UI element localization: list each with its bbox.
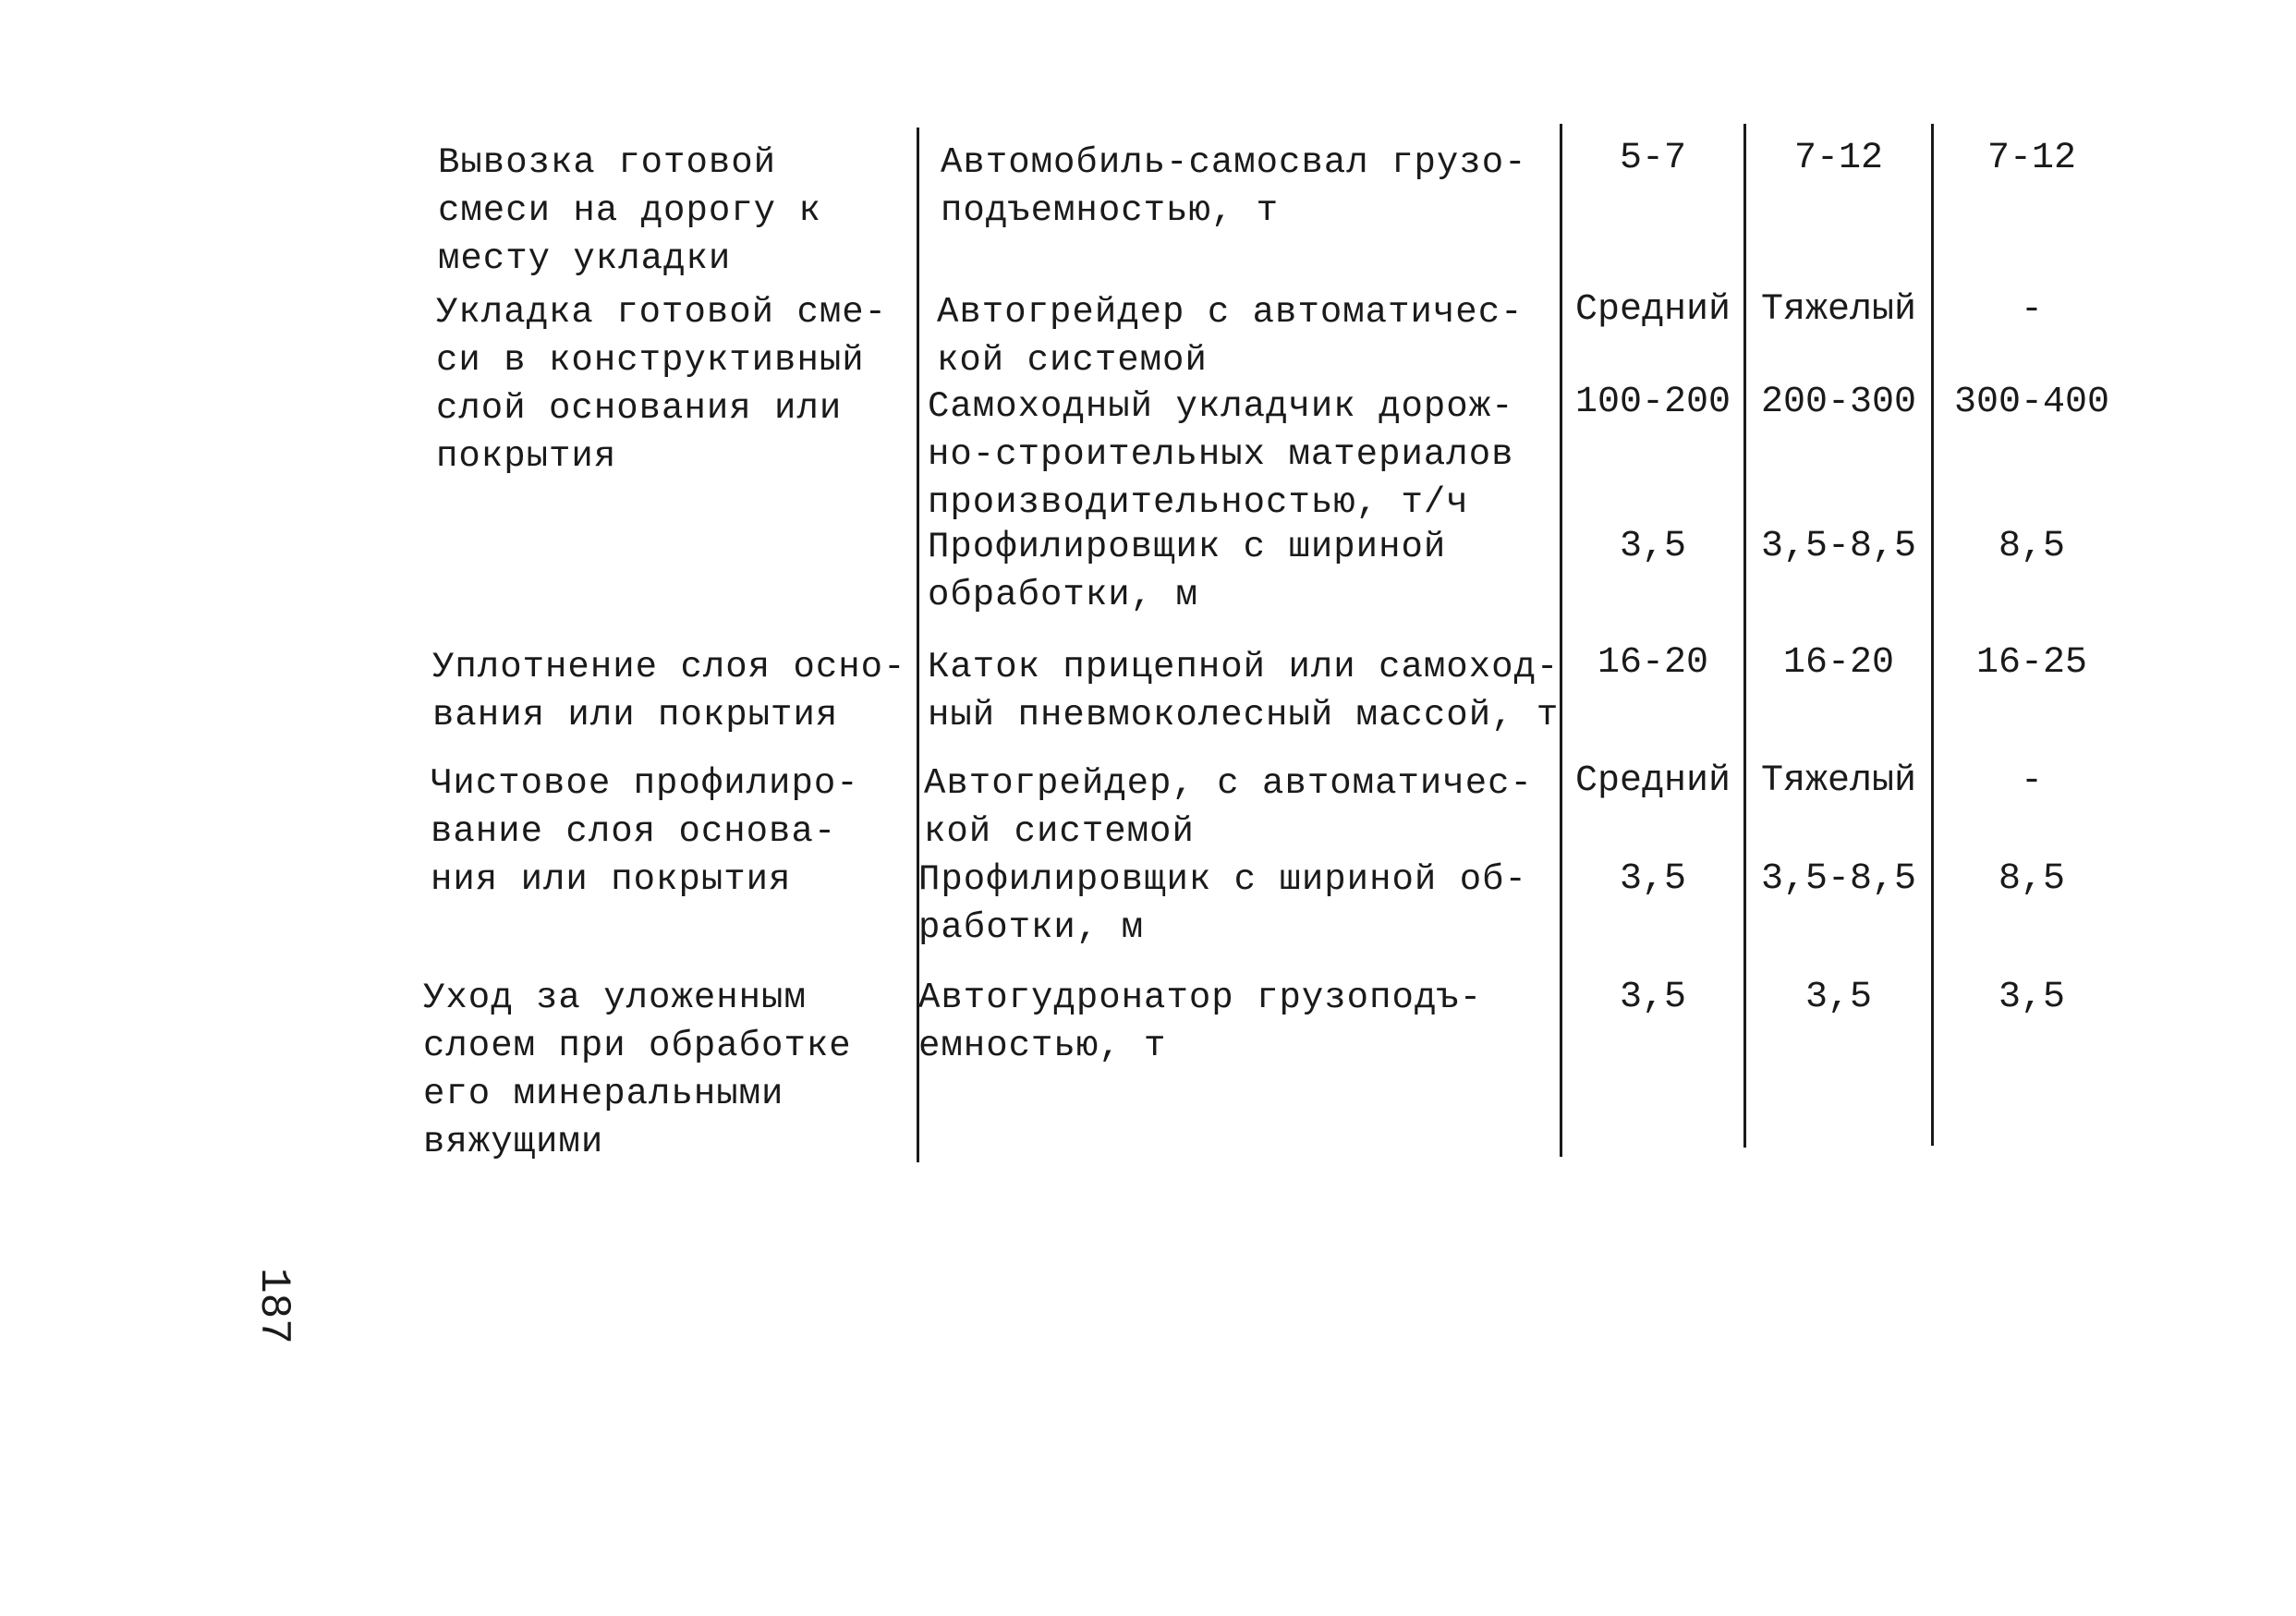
value-cell: 5-7	[1619, 138, 1686, 179]
value-cell: Средний	[1574, 760, 1731, 802]
value-cell: Тяжелый	[1760, 760, 1917, 802]
machine-cell: Автогудронатор грузоподъ- емностью, т	[918, 978, 1483, 1066]
value-cell: 8,5	[1998, 858, 2065, 900]
value-cell: 3,5-8,5	[1760, 858, 1917, 900]
operation-cell: Укладка готовой сме- си в конструктивный слой основания или покрытия	[436, 292, 888, 477]
value-cell: 300-400	[1953, 382, 2110, 423]
value-cell: Средний	[1574, 289, 1731, 331]
machine-cell: Самоходный укладчик дорож- но-строительных материалов производительностью, т/ч	[928, 386, 1514, 523]
value-cell: 8,5	[1998, 526, 2065, 567]
value-cell: 7-12	[1986, 138, 2076, 179]
machine-cell: Автомобиль-самосвал грузо- подъемностью, т	[941, 142, 1527, 231]
value-cell: 3,5	[1619, 526, 1686, 567]
operation-cell: Уплотнение слоя осно- вания или покрытия	[432, 647, 906, 735]
value-cell: -	[2020, 289, 2043, 331]
column-rule-4	[1931, 124, 1934, 1146]
value-cell: 3,5-8,5	[1760, 526, 1917, 567]
machine-cell: Каток прицепной или самоход- ный пневмоколесный массой, т	[928, 647, 1560, 735]
page-number: 187	[249, 1268, 298, 1344]
value-cell: 200-300	[1760, 382, 1917, 423]
operation-cell: Чистовое профилиро- вание слоя основа- ния или покрытия	[431, 763, 859, 900]
value-cell: 3,5	[1998, 977, 2065, 1018]
machine-cell: Профилировщик с шириной обработки, м	[928, 527, 1447, 615]
value-cell: 16-25	[1975, 642, 2088, 684]
value-cell: 7-12	[1793, 138, 1883, 179]
value-cell: Тяжелый	[1760, 289, 1917, 331]
value-cell: 16-20	[1597, 642, 1709, 684]
operation-cell: Вывозка готовой смеси на дорогу к месту укладки	[438, 142, 821, 279]
machine-cell: Автогрейдер, с автоматичес- кой системой	[924, 763, 1533, 852]
machine-cell: Автогрейдер с автоматичес- кой системой	[937, 292, 1524, 381]
value-cell: -	[2020, 760, 2043, 802]
operation-cell: Уход за уложенным слоем при обработке его минеральными вяжущими	[423, 978, 852, 1162]
value-cell: 3,5	[1619, 858, 1686, 900]
value-cell: 16-20	[1782, 642, 1895, 684]
machine-cell: Профилировщик с шириной об- работки, м	[918, 859, 1527, 948]
value-cell: 3,5	[1804, 977, 1872, 1018]
value-cell: 100-200	[1574, 382, 1731, 423]
value-cell: 3,5	[1619, 977, 1686, 1018]
